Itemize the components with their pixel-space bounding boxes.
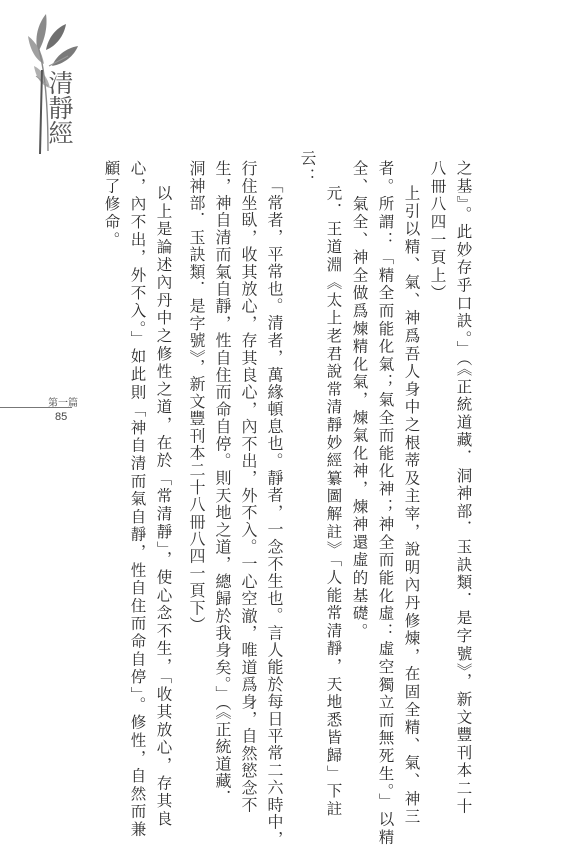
text-column: 全、氣全、神全做爲煉精化氣，煉氣化神，煉神還虛的基礎。	[350, 160, 369, 641]
text-column: 心，內不出，外不入。」如此則「神自清而氣自靜，性自住而命自停」。修性，自然而兼	[128, 160, 147, 839]
quote-column: 洞神部．玉訣類．是字號》，新文豐刊本二十八冊八四一頁下）	[187, 160, 206, 634]
text-column: 以上是論述內丹中之修性之道，在於「常清靜」，使心念不生，「收其放心，存其良	[154, 185, 173, 829]
text-column: 元．王道淵《太上老君說常清靜妙經纂圖解註》「人能常清靜，天地悉皆歸」下註	[324, 185, 343, 819]
quote-column: 行住坐臥，收其放心，存其良心，內不出，外不入。一心空澈，唯道爲身，自然慾念不	[239, 160, 258, 814]
quote-column: 生，神自清而氣自靜，性自住而命自停。則天地之道，總歸於我身矣。」（《正統道藏．	[213, 160, 232, 807]
text-column: 云：	[298, 150, 317, 186]
quote-column: 「常者，平常也。清者，萬緣頓息也。靜者，一念不生也。言人能於每日平常二六時中，	[265, 177, 284, 848]
text-column: 上引以精、氣、神爲吾人身中之根蒂及主宰，說明內丹修煉，在固全精、氣、神三	[402, 185, 421, 826]
section-label: 第一篇	[48, 398, 78, 409]
header-title: 清靜經	[45, 70, 74, 145]
text-column: 顧了修命。	[102, 160, 121, 249]
text-column: 之基』。此妙存乎口訣。」（《正統道藏．洞神部．玉訣類．是字號》，新文豐刊本二十	[454, 160, 473, 816]
text-column: 八冊八四一頁上）	[428, 160, 447, 303]
text-column: 者。所謂：「精全而能化氣；氣全而能化神；神全而能化虛：虛空獨立而無死生。」以精	[376, 160, 395, 847]
page-number: 85	[55, 411, 68, 423]
